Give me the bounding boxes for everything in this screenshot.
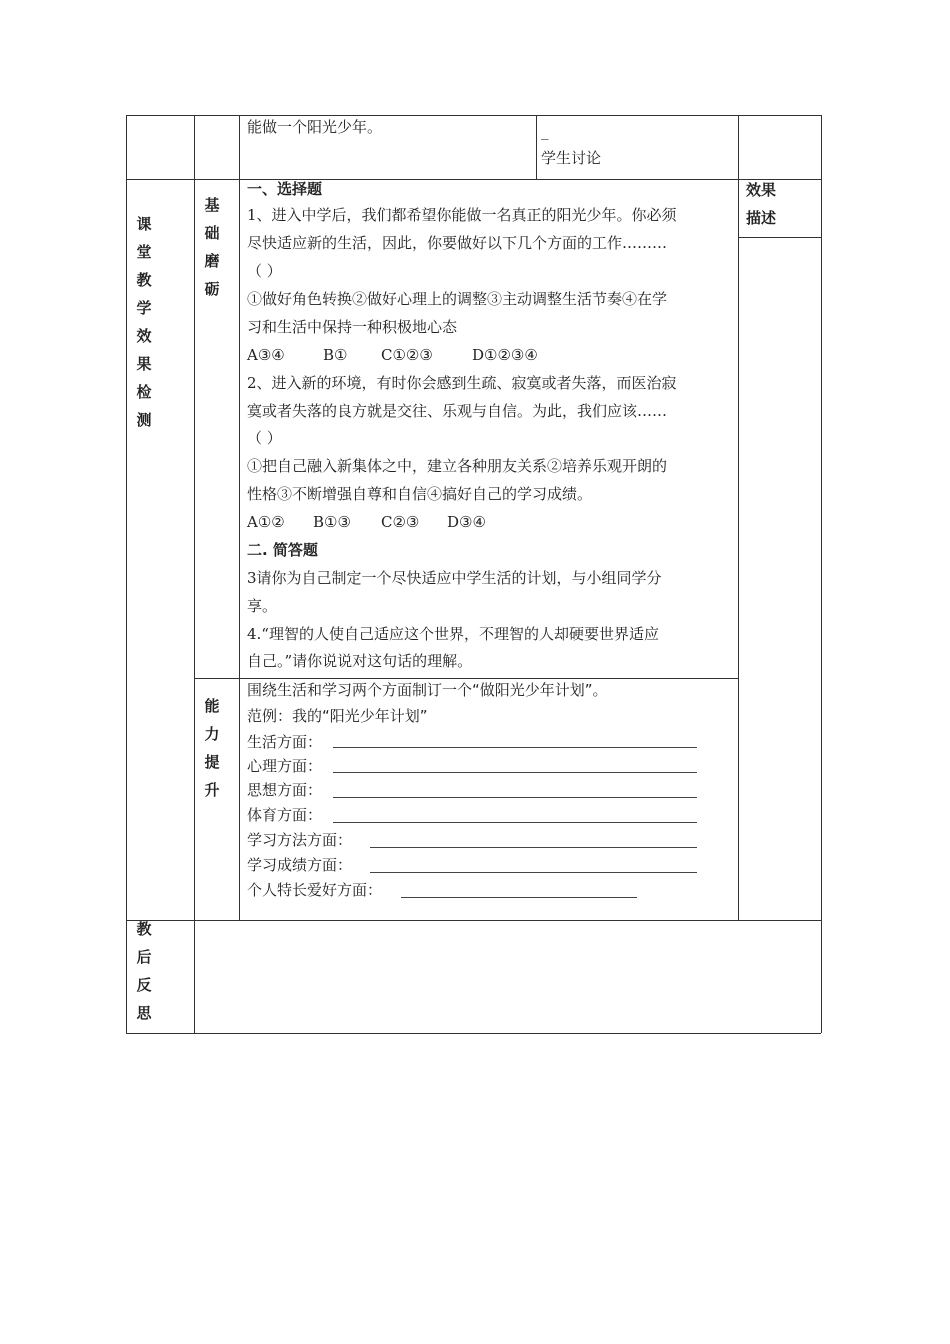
q1-option: A③④ (247, 346, 285, 364)
col2-border (239, 115, 240, 920)
label-line: 效果 (746, 181, 777, 199)
q3-line: 3请你为自己制定一个尽快适应中学生活的计划，与小组同学分 (247, 569, 662, 587)
row1-activity: 学生讨论 (541, 149, 602, 167)
q1-option: C①②③ (381, 346, 433, 364)
plan-intro: 围绕生活和学习两个方面制订一个“做阳光少年计划”。 (247, 681, 608, 699)
q1-answer-blank: （ ） (247, 262, 282, 280)
basic-practice-label (202, 191, 222, 303)
label-char: 果 (136, 355, 152, 373)
label-char: 砺 (204, 280, 220, 298)
label-char: 测 (136, 411, 152, 429)
q2-option: A①② (247, 513, 285, 531)
q4-line: 4.“理智的人使自己适应这个世界，不理智的人却硬要世界适应 (247, 625, 659, 643)
q2-line: 寞或者失落的良方就是交往、乐观与自信。为此，我们应该…… (247, 402, 668, 420)
q1-option: B① (323, 346, 348, 364)
plan-item-label: 学习成绩方面： (247, 856, 353, 874)
section-bottom-border (126, 920, 821, 921)
label-char: 学 (136, 299, 152, 317)
q2-option: D③④ (447, 513, 486, 531)
q2-option: B①③ (313, 513, 351, 531)
q1-line: ①做好角色转换②做好心理上的调整③主动调整生活节奏④在学 (247, 290, 668, 308)
label-char: 课 (136, 215, 152, 233)
plan-item-blank-line (401, 897, 637, 898)
label-char: 检 (136, 383, 152, 401)
plan-example-title: 范例：我的“阳光少年计划” (247, 707, 428, 725)
q2-answer-blank: （ ） (247, 429, 282, 447)
label-char: 效 (136, 327, 152, 345)
plan-item-label: 生活方面： (247, 733, 323, 751)
label-char: 升 (204, 781, 220, 799)
plan-item-blank-line (370, 847, 697, 848)
plan-item-blank-line (333, 772, 697, 773)
q4-line: 自己。”请你说说对这句话的理解。 (247, 652, 473, 670)
label-char: 力 (204, 725, 220, 743)
plan-item-blank-line (333, 797, 697, 798)
plan-item-label: 思想方面： (247, 781, 323, 799)
plan-item-blank-line (333, 822, 697, 823)
label-char: 思 (136, 1004, 152, 1022)
q2-line: 2、进入新的环境，有时你会感到生疏、寂寞或者失落，而医治寂 (247, 374, 677, 392)
label-char: 反 (136, 976, 152, 994)
row1-content-line: 能做一个阳光少年。 (247, 118, 383, 136)
q3-line: 享。 (247, 597, 278, 615)
q2-line: ①把自己融入新集体之中，建立各种朋友关系②培养乐观开朗的 (247, 457, 668, 475)
effect-label-bottom-border (738, 237, 821, 238)
col3-border (738, 115, 739, 920)
plan-item-label: 心理方面： (247, 757, 323, 775)
label-char: 磨 (204, 252, 220, 270)
label-char: 教 (136, 271, 152, 289)
q1-line: 习和生活中保持一种积极地心态 (247, 318, 458, 336)
q1-option: D①②③④ (472, 346, 538, 364)
table-left-border (126, 115, 127, 1033)
effect-description-label (746, 176, 786, 232)
q2-line: 性格③不断增强自尊和自信④搞好自己的学习成绩。 (247, 485, 593, 503)
post-teaching-reflection-label (134, 915, 154, 1027)
row1-inner-border (536, 115, 537, 179)
label-char: 堂 (136, 243, 152, 261)
section-short-answer-heading: 二. 简答题 (247, 541, 318, 559)
label-char: 提 (204, 753, 220, 771)
section-multiple-choice-heading: 一、选择题 (247, 180, 323, 198)
plan-item-label: 体育方面： (247, 806, 323, 824)
ability-improve-label (202, 692, 222, 804)
table-right-border (821, 115, 822, 1033)
label-line: 描述 (746, 209, 777, 227)
basic-bottom-border (194, 678, 738, 679)
label-char: 基 (204, 196, 220, 214)
plan-item-label: 个人特长爱好方面： (247, 881, 383, 899)
plan-item-blank-line (370, 872, 697, 873)
label-char: 能 (204, 697, 220, 715)
plan-item-label: 学习方法方面： (247, 831, 353, 849)
label-char: 教 (136, 920, 152, 938)
table-top-border (126, 115, 821, 116)
label-char: 础 (204, 224, 220, 242)
q2-option: C②③ (381, 513, 420, 531)
plan-item-blank-line (333, 747, 697, 748)
label-char: 后 (136, 948, 152, 966)
col1-border (194, 115, 195, 1033)
q1-line: 尽快适应新的生活，因此，你要做好以下几个方面的工作……… (247, 234, 668, 252)
q1-line: 1、进入中学后，我们都希望你能做一名真正的阳光少年。你必须 (247, 206, 677, 224)
row1-bottom-border (126, 179, 821, 180)
row1-dash: _ (541, 122, 549, 140)
section-label-class-effect-test (134, 210, 154, 434)
table-bottom-border (126, 1033, 821, 1034)
